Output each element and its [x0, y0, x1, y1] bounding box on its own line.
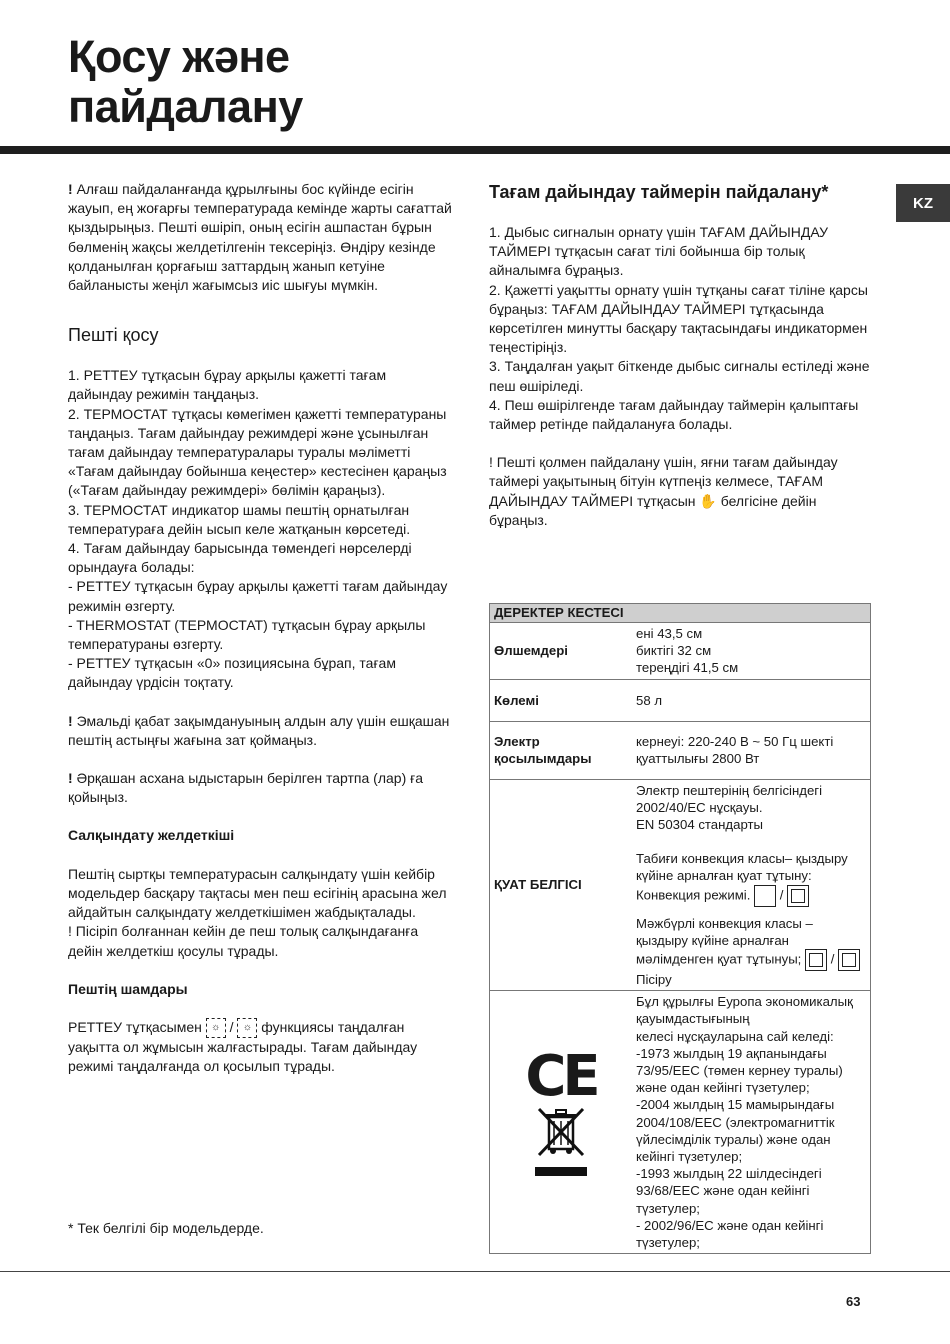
energy-line: 2002/40/EC нұсқауы. — [636, 799, 763, 815]
left-column — [68, 180, 453, 1077]
fan-note: ! Пісіріп болғаннан кейін де пеш толық салқындағанға дейін желдеткіш қосулы тұрады. — [68, 923, 419, 959]
elec-value: кернеуі: 220-240 В ~ 50 Гц шекті қуаттылығы 2800 Вт — [632, 721, 871, 779]
lamp-heading: Пештің шамдары — [68, 980, 188, 997]
table-header: ДЕРЕКТЕР КЕСТЕСІ — [490, 604, 871, 623]
lamp-slash: / — [229, 1018, 234, 1035]
compliance-line: келесі нұсқауларына сай келеді: — [636, 1028, 834, 1044]
step-4b: - THERMOSTAT (ТЕРМОСТАТ) тұтқасын бұрау арқылы температураны өзгерту. — [68, 616, 426, 653]
oven-fan-icon — [805, 949, 827, 971]
dims-depth: тереңдігі 41,5 см — [636, 660, 739, 676]
page-title-line1: Қосу және — [68, 31, 290, 82]
compliance-line: Бұл құрылғы Еуропа экономикалық қауымдастығының — [636, 994, 853, 1027]
lamp-text-b: функциясы таңдалған уақытта ол жұмысын жалғастырады. Тағам дайындау режимі таңдалғанда ол қосылып тұрады. — [68, 1018, 418, 1075]
energy-forced-cooking: Пісіру — [636, 972, 672, 988]
energy-value — [632, 779, 871, 991]
energy-line: Электр пештерінің белгісіндегі — [636, 782, 823, 798]
weee-bin-icon — [535, 1105, 587, 1157]
warning-mark: ! — [68, 181, 73, 197]
table-row — [490, 721, 871, 779]
table-row — [490, 623, 871, 680]
energy-label: ҚУАТ БЕЛГІСІ — [490, 779, 633, 991]
fan-heading: Салқындату желдеткіші — [68, 827, 235, 844]
timer-step-3: 3. Таңдалған уақыт біткенде дыбыс сигналы естіледі және пеш өшіріледі. — [489, 358, 870, 394]
table-row — [490, 991, 871, 1254]
marks-cell — [490, 991, 633, 1254]
step-4a: - РЕТТЕУ тұтқасын бұрау арқылы қажетті тағам дайындау режимін өзгерту. — [68, 578, 448, 614]
page-number: 63 — [846, 1294, 861, 1309]
warning-mark: ! — [68, 770, 73, 787]
oven-natural-icon — [754, 885, 776, 907]
section-heading-switch-on: Пешті қосу — [68, 325, 159, 346]
energy-natural — [636, 850, 866, 906]
timer-step-4: 4. Пеш өшірілгенде тағам дайындау таймерін қалыптағы таймер ретінде пайдалануға болады. — [489, 396, 859, 433]
language-tab: KZ — [896, 184, 950, 222]
energy-forced-text: Мәжбүрлі конвекция класы – қыздыру күйіне арналған мәлімденген қуат тұтынуы; — [636, 915, 813, 967]
elec-label: Электр қосылымдары — [490, 721, 633, 779]
lamp-icon: ☼ — [206, 1018, 226, 1038]
slash: / — [830, 951, 835, 967]
page-title — [68, 32, 303, 132]
warning-shelves-text: Әрқашан асхана ыдыстарын берілген тартпа (лар) ға қойыңыз. — [68, 770, 424, 806]
step-4c: - РЕТТЕУ тұтқасын «0» позициясына бұрап, тағам дайындау үрдісін тоқтату. — [68, 655, 396, 691]
page-title-line2: пайдалану — [68, 81, 303, 132]
lamp-text — [68, 1018, 453, 1077]
fan-text: Пештің сыртқы температурасын салқындату үшін кейбір модельдер басқару тақтасы мен пеш есігінің арасына жел айдайтын салқындату желдеткішімен жабдықталады. — [68, 865, 447, 921]
lamp-fan-icon: ☼ — [237, 1018, 257, 1038]
step-2: 2. ТЕРМОСТАТ тұтқасы көмегімен қажетті температураны таңдаңыз. Тағам дайындау режимдері және ұсынылған тағам дайындау температуралары туралы мәліметті «Тағам дайындау бойынша кеңестер» кестесінен қараңыз («Тағам дайындау режимдері» бөлімін қараңыз). — [68, 405, 447, 499]
energy-forced — [636, 915, 866, 971]
compliance-line: -1993 жылдың 22 шілдесіндегі 93/68/EEC және одан кейінгі түзетулер; — [636, 1166, 822, 1216]
oven-fan-grill-icon — [838, 949, 860, 971]
compliance-line: -2004 жылдың 15 мамырындағы 2004/108/EEC (электромагниттік үйлесімділік туралы) және одан кейінгі түзетулер; — [636, 1097, 835, 1165]
oven-static-icon — [787, 885, 809, 907]
lamp-text-a: РЕТТЕУ тұтқасымен — [68, 1018, 202, 1035]
intro-paragraph — [68, 180, 453, 295]
table-header-row — [490, 604, 871, 623]
step-1: 1. РЕТТЕУ тұтқасын бұрау арқылы қажетті тағам дайындау режимін таңдаңыз. — [68, 367, 387, 403]
compliance-line: -1973 жылдың 19 ақпанындағы 73/95/EEC (төмен кернеу туралы) және одан кейінгі түзетулер; — [636, 1045, 843, 1096]
manual-note-b: белгісіне дейін бұраңыз. — [489, 492, 817, 528]
warning-enamel — [68, 712, 453, 750]
warning-shelves — [68, 769, 453, 807]
top-divider — [0, 146, 950, 154]
table-row — [490, 779, 871, 991]
footnote: * Тек белгілі бір модельдерде. — [68, 1220, 264, 1236]
manual-note-a: ! Пешті қолмен пайдалану үшін, яғни тағам дайындау таймері уақытының бітуін күтпеңіз келмесе, ТАҒАМ ДАЙЫНДАУ ТАЙМЕРІ тұтқасын — [489, 454, 838, 509]
hand-icon: ✋ — [699, 492, 717, 509]
ce-mark-icon: CE — [525, 1044, 597, 1110]
manual-note — [489, 453, 874, 530]
timer-step-2: 2. Қажетті уақытты орнату үшін тұтқаны сағат тіліне қарсы бұраңыз: ТАҒАМ ДАЙЫНДАУ ТАЙМЕРІ тұтқасында көрсетілген минутты басқару тақтасындағы индикатормен теңестіріңіз. — [489, 281, 868, 356]
dims-label: Өлшемдері — [490, 623, 633, 680]
right-column — [489, 180, 874, 530]
table-row — [490, 679, 871, 721]
compliance-line: - 2002/96/EC және одан кейінгі түзетулер; — [636, 1217, 824, 1251]
weee-bar — [535, 1167, 587, 1176]
timer-step-1: 1. Дыбыс сигналын орнату үшін ТАҒАМ ДАЙЫНДАУ ТАЙМЕРІ тұтқасын сағат тілі бойынша бір толық айналымға бұраңыз. — [489, 224, 828, 279]
slash: / — [779, 887, 784, 903]
step-4: 4. Тағам дайындау барысында төмендегі нөрселерді орындауға болады: — [68, 540, 412, 576]
energy-natural-text: Табиғи конвекция класы– қыздыру күйіне арналған қуат тұтыну: Конвекция режимі. — [636, 851, 848, 903]
dims-width: ені 43,5 см — [636, 626, 703, 641]
bottom-divider — [0, 1271, 950, 1272]
dims-value — [632, 623, 871, 680]
warning-enamel-text: Эмальді қабат зақымдануының алдын алу үшін ешқашан пештің астыңғы жағына зат қоймаңыз. — [68, 712, 450, 748]
intro-text: Алғаш пайдаланғанда құрылғыны бос күйінде есігін жауып, ең жоғарғы температурада кемінде жарты сағаттай қыздырыңыз. Пешті өшіріп, оның есігін ашпастан бұрын бөлменің жақсы желдетілгенін тексеріңіз. Өндіру кезінде қолданылған қорғағыш заттардың жанып кетуіне байланысты жеңіл жағымсыз иіс шығуы мүмкін. — [68, 181, 452, 294]
volume-value: 58 л — [632, 679, 871, 721]
dims-height: биктігі 32 см — [636, 643, 712, 659]
energy-line: EN 50304 стандарты — [636, 817, 764, 833]
step-3: 3. ТЕРМОСТАТ индикатор шамы пештің орнатылған температураға дейін ысып келе жатқанын көрсетеді. — [68, 501, 411, 537]
section-heading-timer: Тағам дайындау таймерін пайдалану* — [489, 182, 829, 202]
compliance-value — [632, 991, 871, 1254]
warning-mark: ! — [68, 712, 73, 729]
data-table — [489, 603, 871, 1254]
volume-label: Көлемі — [490, 679, 633, 721]
